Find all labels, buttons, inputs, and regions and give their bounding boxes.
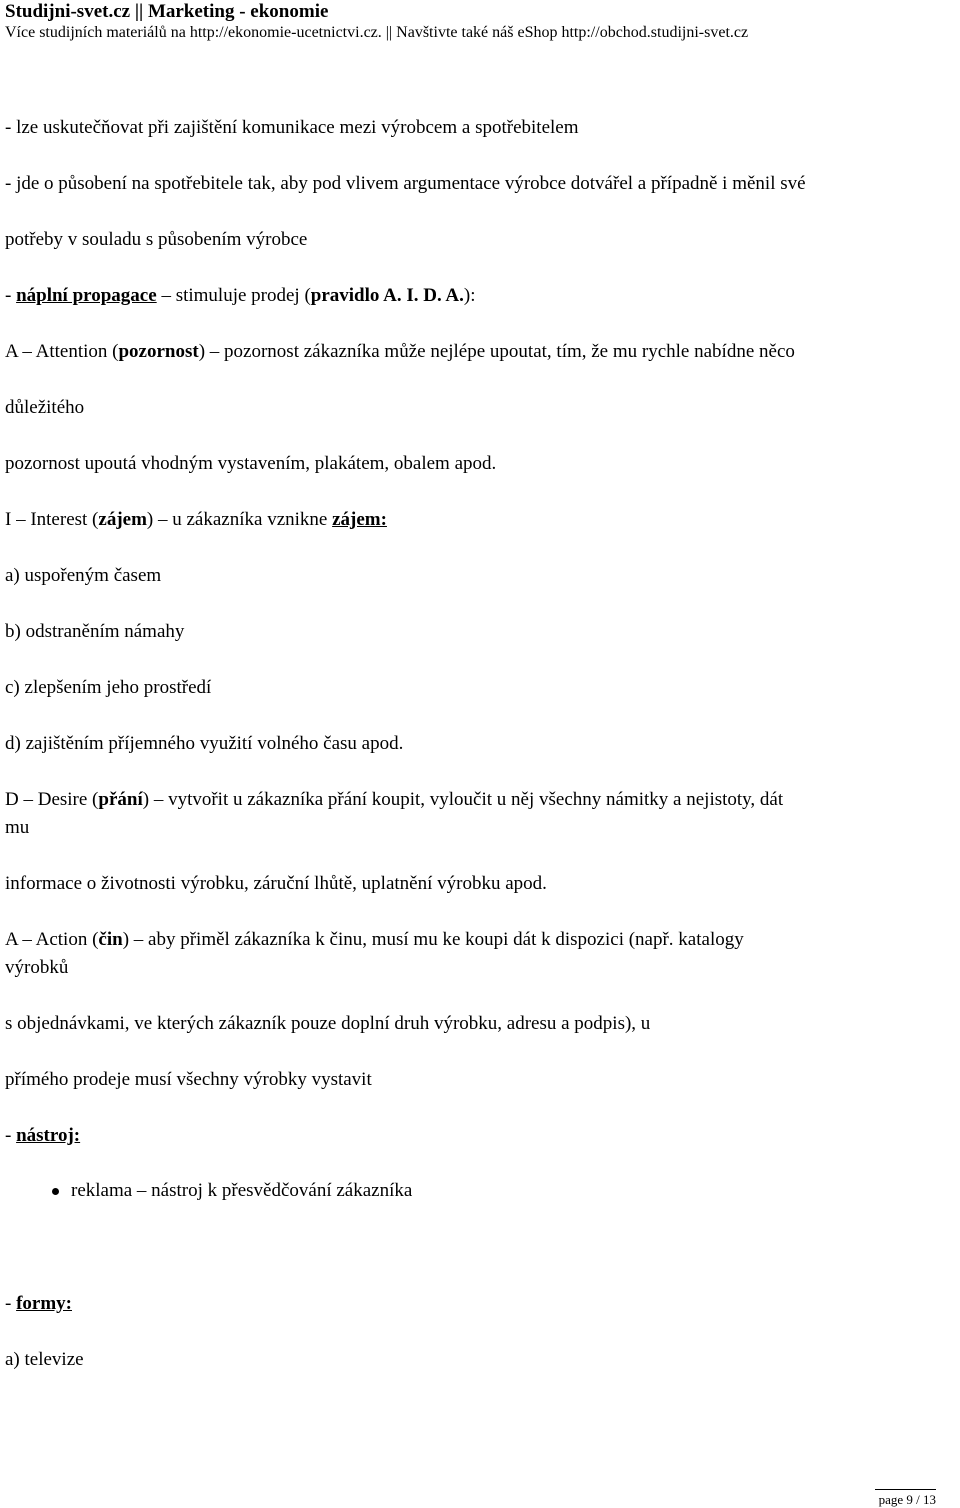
text-line: - jde o působení na spotřebitele tak, aby pod vlivem argumentace výrobce dotvářel a případně i měnil své (5, 173, 806, 194)
text-line: informace o životnosti výrobku, záruční lhůtě, uplatnění výrobku apod. (5, 873, 547, 894)
interest-term-underlined: zájem: (332, 509, 387, 530)
desire-text: ) – vytvořit u zákazníka přání koupit, vyloučit u něj všechny námitky a nejistoty, dát (142, 789, 784, 810)
header-title: Studijni-svet.cz || Marketing - ekonomie (5, 1, 329, 22)
interest-term: zájem (98, 509, 147, 530)
text-line: - lze uskutečňovat při zajištění komunikace mezi výrobcem a spotřebitelem (5, 117, 579, 138)
attention-text: ) – pozornost zákazníka může nejlépe upoutat, tím, že mu rychle nabídne něco (198, 341, 795, 362)
attention-label: A – Attention ( (5, 341, 119, 362)
formy-term: formy: (16, 1293, 72, 1314)
propagace-mid: – stimuluje prodej ( (156, 285, 311, 306)
formy-heading (5, 1293, 72, 1315)
desire-label: D – Desire ( (5, 789, 99, 810)
text-line: s objednávkami, ve kterých zákazník pouze doplní druh výrobku, adresu a podpis), u (5, 1013, 651, 1034)
propagace-line (5, 285, 475, 307)
bullet-icon (52, 1188, 59, 1195)
list-item: a) uspořeným časem (5, 565, 162, 586)
list-item: d) zajištěním příjemného využití volného času apod. (5, 733, 404, 754)
text-line: potřeby v souladu s působením výrobce (5, 229, 308, 250)
text-line: důležitého (5, 397, 85, 418)
desire-term: přání (98, 789, 143, 810)
interest-label: I – Interest ( (5, 509, 99, 530)
interest-text: ) – u zákazníka vznikne (146, 509, 333, 530)
action-term: čin (98, 929, 123, 950)
dash: - (5, 285, 17, 306)
nastroj-term: nástroj: (16, 1125, 81, 1146)
action-text: ) – aby přiměl zákazníka k činu, musí mu ke koupi dát k dispozici (např. katalogy (122, 929, 744, 950)
list-item: c) zlepšením jeho prostředí (5, 677, 212, 698)
dash: - (5, 1293, 17, 1314)
aida-rule: pravidlo A. I. D. A. (310, 285, 464, 306)
header-subtitle: Více studijních materiálů na http://ekonomie-ucetnictvi.cz. || Navštivte také náš eShop http://obchod.studijni-svet.cz (5, 24, 749, 41)
propagace-term: náplní propagace (16, 285, 157, 306)
page-header (5, 0, 748, 43)
desire-line (5, 789, 783, 811)
action-line (5, 929, 744, 951)
text-line: přímého prodeje musí všechny výrobky vystavit (5, 1069, 372, 1090)
list-item: a) televize (5, 1349, 84, 1370)
interest-line (5, 509, 387, 531)
text-line: výrobků (5, 957, 69, 978)
text-line: pozornost upoutá vhodným vystavením, plakátem, obalem apod. (5, 453, 497, 474)
propagace-end: ): (463, 285, 476, 306)
list-item: b) odstraněním námahy (5, 621, 185, 642)
attention-line (5, 341, 795, 363)
dash: - (5, 1125, 17, 1146)
text-line: mu (5, 817, 30, 838)
page-number: page 9 / 13 (875, 1489, 936, 1508)
action-label: A – Action ( (5, 929, 99, 950)
bullet-item: reklama – nástroj k přesvědčování zákazníka (71, 1180, 413, 1201)
nastroj-heading (5, 1125, 80, 1147)
attention-term: pozornost (118, 341, 199, 362)
